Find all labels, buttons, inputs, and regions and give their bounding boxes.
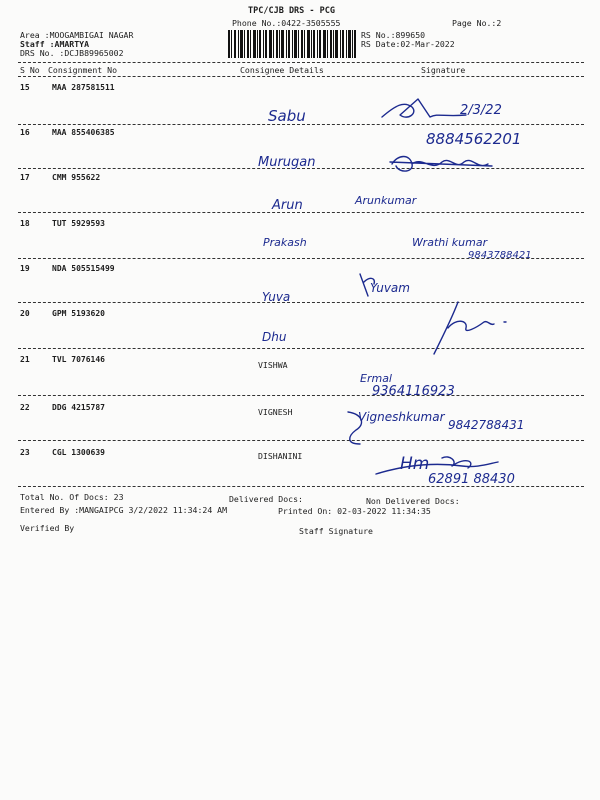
handwritten-name: Dhu [262,330,287,344]
handwritten-phone: 62891 88430 [428,472,515,487]
page-number: Page No.:2 [452,18,502,28]
handwritten-signature: Ermal [360,372,392,385]
staff-name: AMARTYA [54,39,90,49]
printed-on: Printed On: 02-03-2022 11:34:35 [278,506,431,516]
row-consignment: MAA 287581511 [52,83,115,92]
row-consignment: DDG 4215787 [52,403,105,412]
header-divider [18,62,584,63]
staff-label: Staff : [20,39,55,49]
row-sno: 21 [20,355,30,364]
staff-signature: Staff Signature [299,526,373,536]
row-divider [18,395,584,396]
row-consignee: VISHWA [258,360,288,370]
col-sno: S No [20,65,40,75]
area-label: Area :MOOGAMBIGAI NAGAR [20,30,134,40]
handwritten-phone: 9843788421 [468,250,532,261]
handwritten-name: Murugan [258,155,316,170]
row-sno: 18 [20,219,30,228]
row-consignee: DISHANINI [258,451,303,461]
row-sno: 15 [20,83,30,92]
phone-number: Phone No.:0422-3505555 [232,18,341,28]
delivered-docs: Delivered Docs: [229,494,303,504]
verified-by: Verified By [20,523,75,533]
handwritten-phone: 9842788431 [448,418,525,432]
row-consignment: MAA 855406385 [52,128,115,137]
signature-mark [378,95,468,125]
col-signature: Signature [421,65,466,75]
handwritten-name: Prakash [263,236,307,249]
signature-mark [428,298,518,358]
col-consignee: Consignee Details [240,65,324,75]
handwritten-phone: 9364116923 [372,384,455,399]
handwritten-date: 2/3/22 [460,103,502,118]
handwritten-signature: Wrathi kumar [412,236,488,249]
handwritten-signature: Yuvam [370,281,410,295]
total-docs: Total No. Of Docs: 23 [20,492,124,502]
handwritten-name: Arun [272,198,303,213]
barcode [228,30,356,58]
column-divider [18,76,584,77]
row-consignment: NDA 505515499 [52,264,115,273]
row-sno: 17 [20,173,30,182]
non-delivered-docs: Non Delivered Docs: [366,496,460,506]
row-sno: 23 [20,448,30,457]
signature-mark [388,152,498,176]
rs-date: RS Date:02-Mar-2022 [361,39,455,49]
handwritten-signature: Vigneshkumar [358,410,445,424]
row-consignment: TUT 5929593 [52,219,105,228]
row-consignment: GPM 5193620 [52,309,105,318]
row-consignment: TVL 7076146 [52,355,105,364]
handwritten-phone: 8884562201 [426,130,522,148]
row-consignment: CMM 955622 [52,173,101,182]
entered-by: Entered By :MANGAIPCG 3/2/2022 11:34:24 AM [20,505,228,515]
handwritten-signature: Arunkumar [355,194,417,207]
document-title: TPC/CJB DRS - PCG [248,6,335,16]
row-sno: 19 [20,264,30,273]
drs-number: DRS No. :DCJB89965002 [20,48,124,58]
row-sno: 16 [20,128,30,137]
rs-number: RS No.:899650 [361,30,426,40]
row-divider [18,440,584,441]
row-consignment: CGL 1300639 [52,448,105,457]
row-sno: 22 [20,403,30,412]
handwritten-name: Sabu [268,107,306,125]
row-consignee: VIGNESH [258,407,293,417]
row-sno: 20 [20,309,30,318]
handwritten-signature: Hm [400,454,430,474]
col-consignment: Consignment No [48,65,118,75]
signature-mark [356,272,380,300]
handwritten-name: Yuva [262,290,291,304]
